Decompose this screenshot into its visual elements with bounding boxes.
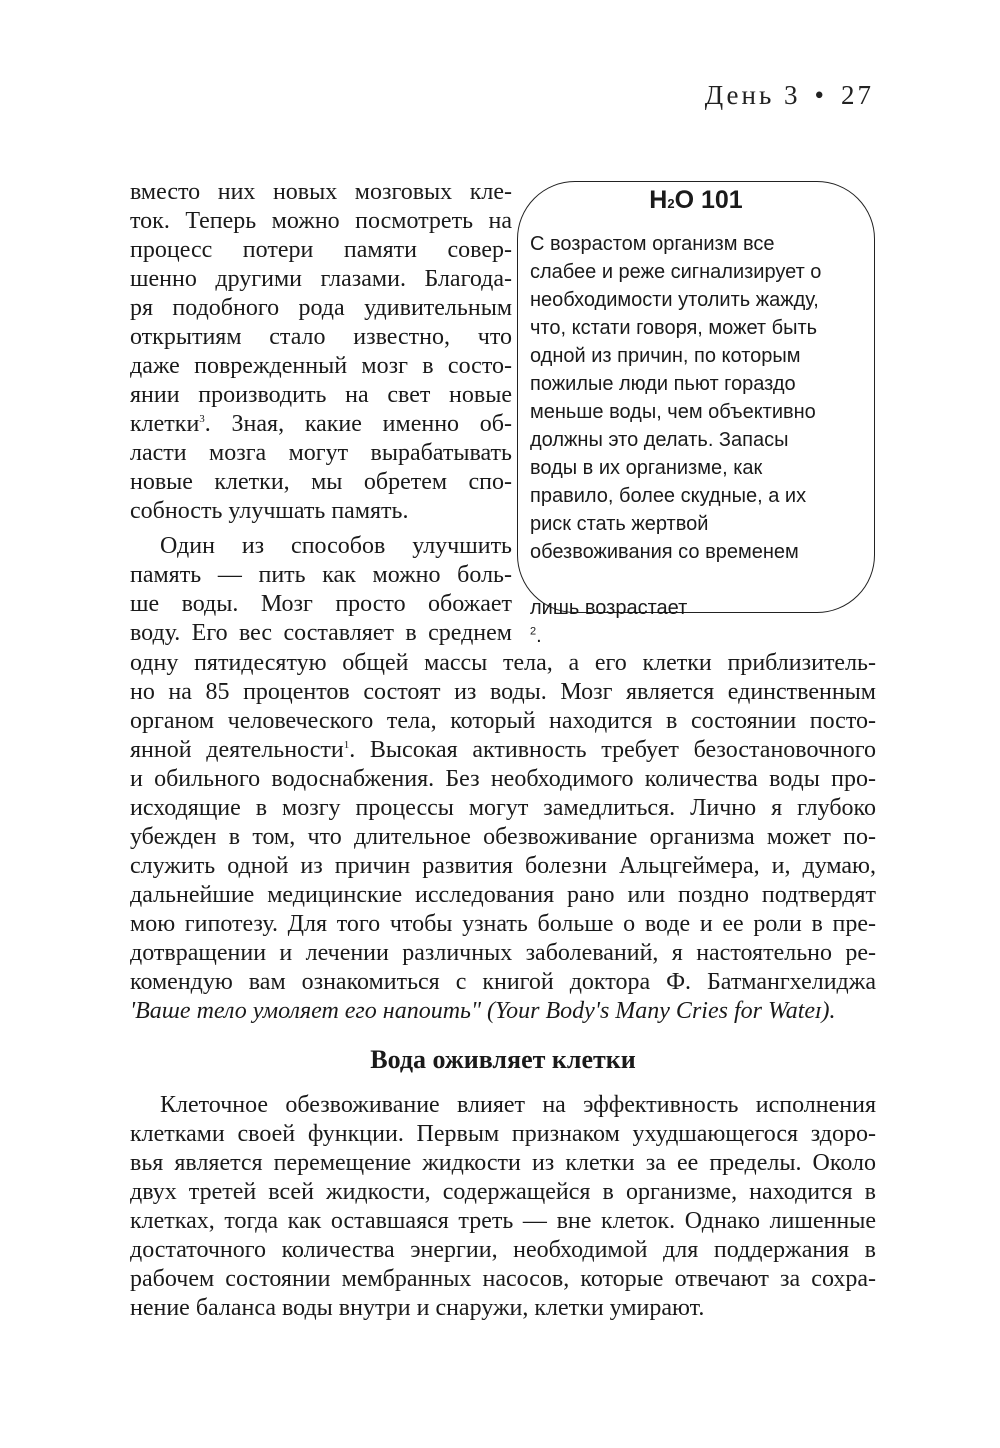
text-line: органом человеческого тела, который находится в состоянии посто- (130, 708, 876, 734)
text-line: исходящие в мозгу процессы могут замедлиться. Лично я глубоко (130, 795, 876, 821)
book-title-line: 'Ваше тело умоляет его напоить" (Your Body's Many Cries for Wateɪ). (130, 998, 836, 1024)
text-line: ше воды. Мозг просто обожает (130, 591, 512, 617)
text-line: открытиям стало известно, что (130, 324, 512, 350)
text-line: ток. Теперь можно посмотреть на (130, 208, 512, 234)
text-line: дальнейшие медицинские исследования рано или поздно подтвердят (130, 882, 876, 908)
text-line: ря подобного рода удивительным (130, 295, 512, 321)
text-line (130, 410, 512, 439)
full-width-paragraph (130, 649, 876, 1026)
text-fragment: клетки (130, 411, 200, 437)
text-line: воду. Его вес составляет в среднем (130, 620, 512, 646)
text-line: янии производить на свет новые (130, 382, 512, 408)
text-line: мою гипотезу. Для того чтобы узнать больше о воде и ее роли в пре- (130, 911, 876, 937)
sidebar-title (517, 186, 875, 215)
sidebar-line: одной из причин, по которым (530, 345, 801, 367)
text-fragment: Один из способов улучшить (160, 533, 512, 559)
text-line: нение баланса воды внутри и снаружи, клетки умирают. (130, 1295, 705, 1321)
sidebar-line: пожилые люди пьют гораздо (530, 373, 796, 395)
text-line: процесс потери памяти совер- (130, 237, 512, 263)
sidebar-line: С возрастом организм все (530, 233, 775, 255)
sidebar-line: воды в их организме, как (530, 457, 763, 479)
section-heading: Вода оживляет клетки (370, 1045, 636, 1074)
sidebar-line: меньше воды, чем объективно (530, 401, 816, 423)
text-line (130, 1091, 876, 1120)
sidebar-line: риск стать жертвой (530, 513, 709, 535)
text-line: но на 85 процентов состоят из воды. Мозг является единственным (130, 679, 876, 705)
sidebar-line: слабее и реже сигнализирует о (530, 261, 822, 283)
text-line: собность улучшать память. (130, 498, 409, 524)
text-line: комендую вам ознакомиться с книгой доктора Ф. Батмангхелиджа (130, 969, 876, 995)
text-line: ласти мозга могут вырабатывать (130, 440, 512, 466)
sidebar-last-text: лишь возрастает (530, 597, 688, 619)
sidebar-line: правило, более скудные, а их (530, 485, 807, 507)
sidebar-line: обезвоживания со временем (530, 541, 799, 563)
text-line: достаточного количества энергии, необходимой для поддержания в (130, 1237, 876, 1263)
text-line: вместо них новых мозговых кле- (130, 179, 512, 205)
footnote-ref: 1 (343, 739, 350, 751)
section-paragraph (130, 1091, 876, 1323)
text-fragment: . Высокая активность требует безостановочного (349, 737, 876, 763)
page-number: 27 (841, 80, 874, 110)
text-line: дотвращении и лечении различных заболеваний, я настоятельно ре- (130, 940, 876, 966)
left-column-paragraph-2 (130, 532, 512, 648)
text-line: и обильного водоснабжения. Без необходимого количества воды про- (130, 766, 876, 792)
text-fragment: янной деятельности (130, 737, 344, 763)
text-line: вья является перемещение жидкости из клетки за ее пределы. Около (130, 1150, 876, 1176)
sidebar-line-last: лишь возрастает $^2$. (530, 566, 875, 650)
sidebar-title-rest: O 101 (674, 186, 743, 214)
text-line: память — пить как можно боль- (130, 562, 512, 588)
sidebar-line: что, кстати говоря, может быть (530, 317, 818, 339)
text-line (130, 736, 876, 765)
text-line: рабочем состоянии мембранных насосов, которые отвечают за сохра- (130, 1266, 876, 1292)
text-line: убежден в том, что длительное обезвоживание организма может по- (130, 824, 876, 850)
text-fragment: . Зная, какие именно об- (204, 411, 512, 437)
text-line: клетках, тогда как оставшаяся треть — вне клеток. Однако лишенные (130, 1208, 876, 1234)
sidebar-title-subscript: 2 (667, 196, 675, 211)
sidebar-text (530, 230, 875, 650)
text-line: клетками своей функции. Первым признаком ухудшающегося здоро- (130, 1121, 876, 1147)
text-line (130, 532, 512, 561)
text-fragment: Клеточное обезвоживание влияет на эффективность исполнения (160, 1092, 876, 1118)
chapter-label: День 3 (704, 80, 801, 110)
text-line: даже поврежденный мозг в состо- (130, 353, 512, 379)
separator-dot: • (814, 80, 827, 110)
text-line: двух третей всей жидкости, содержащейся в организме, находится в (130, 1179, 876, 1205)
text-line: шенно другими глазами. Благода- (130, 266, 512, 292)
sidebar-line: необходимости утолить жажду, (530, 289, 819, 311)
text-line: одну пятидесятую общей массы тела, а его клетки приблизитель- (130, 650, 876, 676)
footnote-ref: 2 (530, 625, 537, 638)
sidebar-title-h: H (649, 186, 668, 214)
sidebar-line: должны это делать. Запасы (530, 429, 789, 451)
left-column-paragraph-1 (130, 178, 512, 526)
running-head (705, 80, 874, 111)
footnote-ref: 3 (199, 413, 205, 425)
text-line: новые клетки, мы обретем спо- (130, 469, 512, 495)
text-line: служить одной из причин развития болезни Альцгеймера, и, думаю, (130, 853, 876, 879)
